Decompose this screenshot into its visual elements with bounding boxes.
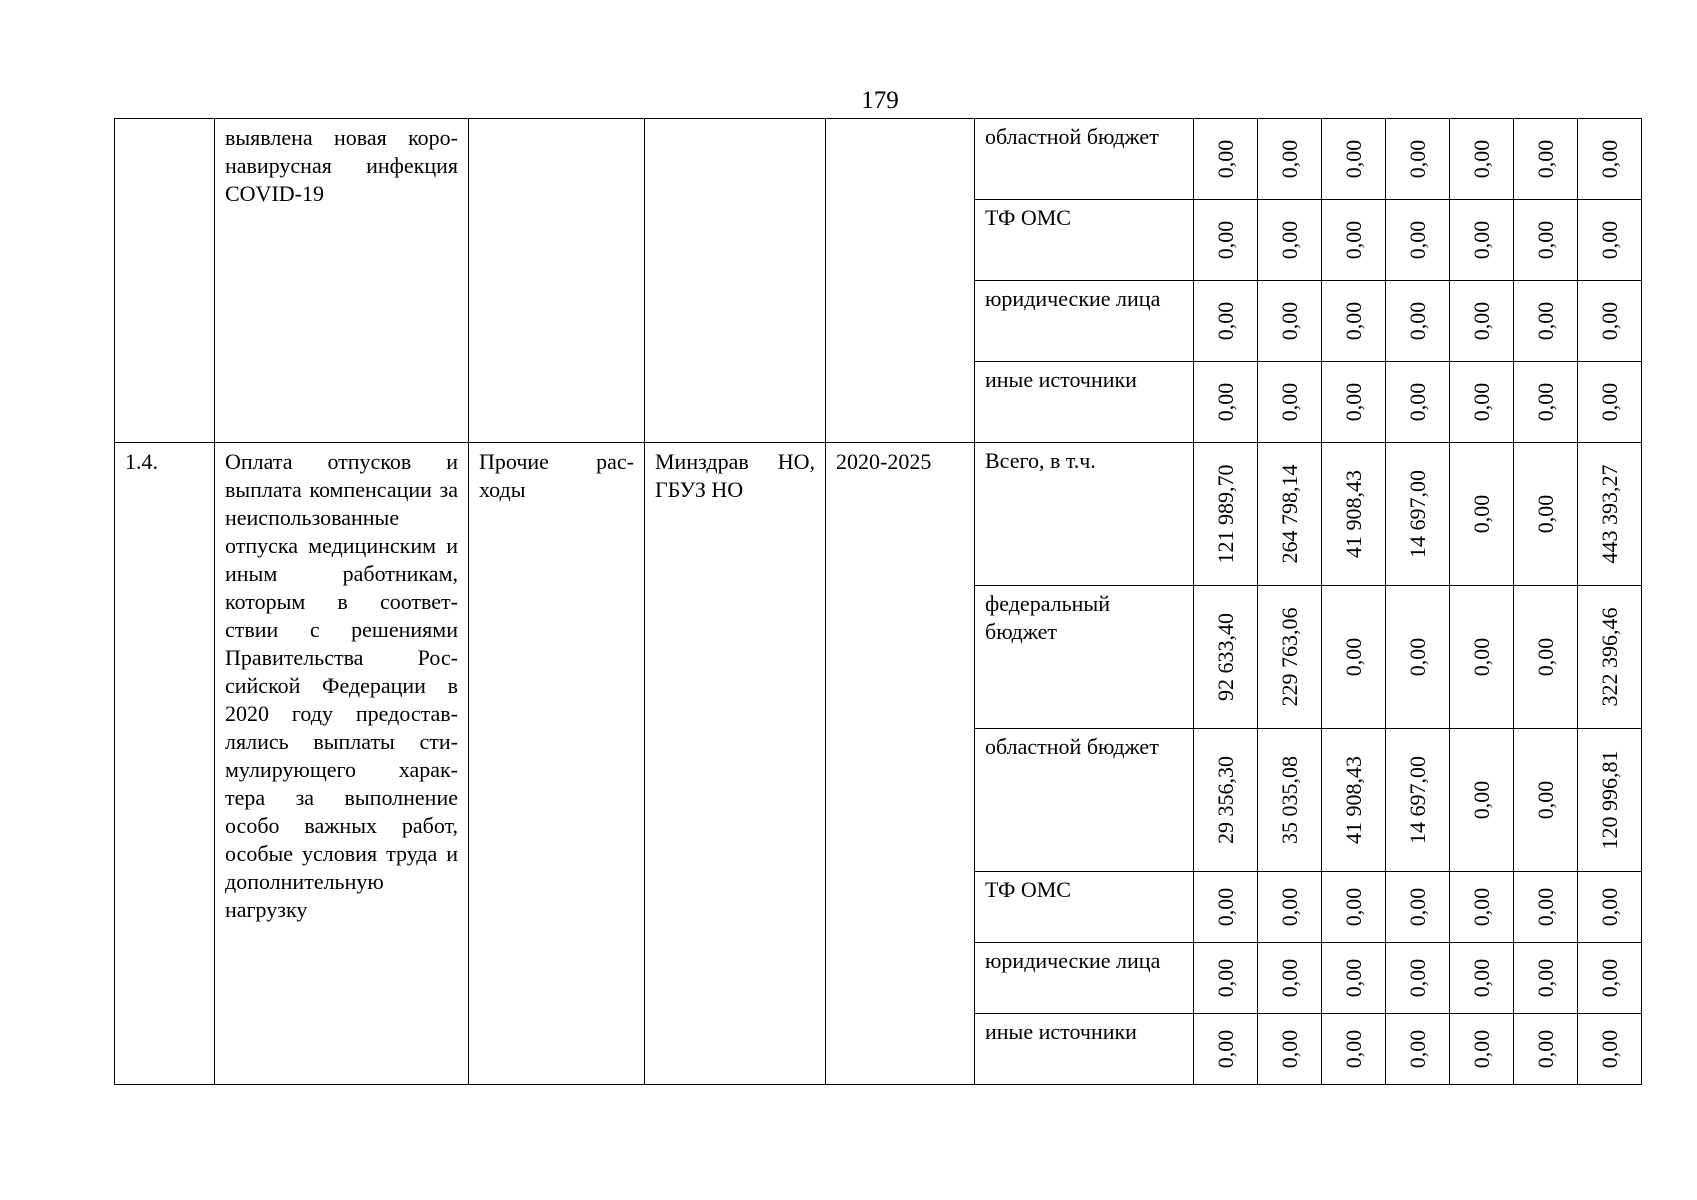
- value: 0,00: [1596, 301, 1622, 341]
- value: 0,00: [1340, 637, 1366, 677]
- value-cell: [1514, 119, 1578, 200]
- value-cell: [1386, 1014, 1450, 1085]
- table-row: [115, 443, 1642, 586]
- expense-type-cell: [469, 443, 645, 1085]
- value-cell: [1322, 729, 1386, 872]
- page-number: 179: [861, 87, 899, 114]
- value: 0,00: [1468, 139, 1494, 179]
- value-cell: [1322, 872, 1386, 943]
- value: 0,00: [1532, 139, 1558, 179]
- value-cell: [1386, 281, 1450, 362]
- value: 0,00: [1404, 301, 1430, 341]
- value: 0,00: [1340, 382, 1366, 422]
- value: 0,00: [1404, 887, 1430, 927]
- executor-cell: [645, 119, 826, 443]
- value-cell: [1322, 586, 1386, 729]
- value-cell: [1514, 586, 1578, 729]
- value: 0,00: [1340, 301, 1366, 341]
- value-cell: [1578, 872, 1642, 943]
- value: 0,00: [1404, 220, 1430, 260]
- value: 0,00: [1340, 220, 1366, 260]
- value: 0,00: [1276, 220, 1302, 260]
- value-cell: [1514, 200, 1578, 281]
- executor-cell: [645, 443, 826, 1085]
- value: 0,00: [1340, 1029, 1366, 1069]
- value: 0,00: [1276, 887, 1302, 927]
- value: 0,00: [1212, 301, 1238, 341]
- value: 0,00: [1276, 1029, 1302, 1069]
- value-cell: [1450, 362, 1514, 443]
- value: 0,00: [1404, 637, 1430, 677]
- value: 0,00: [1276, 958, 1302, 998]
- value-cell: [1514, 362, 1578, 443]
- table-row: [115, 119, 1642, 200]
- item-number: 1.4.: [125, 449, 158, 474]
- value: 0,00: [1532, 494, 1558, 534]
- value-cell: [1450, 281, 1514, 362]
- value-cell: [1386, 586, 1450, 729]
- value: 0,00: [1404, 1029, 1430, 1069]
- value: 41 908,43: [1340, 470, 1366, 558]
- value: 0,00: [1596, 1029, 1622, 1069]
- value: 29 356,30: [1212, 756, 1238, 844]
- period-cell: [826, 443, 975, 1085]
- value-cell: [1386, 362, 1450, 443]
- expense-type-cell: [469, 119, 645, 443]
- value: 0,00: [1404, 139, 1430, 179]
- value-cell: [1450, 872, 1514, 943]
- value: 92 633,40: [1212, 613, 1238, 701]
- funding-source-cell: [975, 200, 1194, 281]
- value: 443 393,27: [1596, 464, 1622, 564]
- value-cell: [1578, 1014, 1642, 1085]
- value-cell: [1194, 943, 1258, 1014]
- item-description: выявлена новая коро-навирусная инфекция COVID-19: [225, 125, 458, 206]
- value: 0,00: [1468, 382, 1494, 422]
- item-description-cell: [215, 443, 469, 1085]
- value: 0,00: [1212, 1029, 1238, 1069]
- item-number-cell: [115, 443, 215, 1085]
- value: 120 996,81: [1596, 750, 1622, 850]
- funding-source: федеральный бюджет: [985, 591, 1110, 644]
- value: 0,00: [1532, 220, 1558, 260]
- executor: Минздрав НО, ГБУЗ НО: [655, 449, 815, 502]
- value: 0,00: [1596, 220, 1622, 260]
- continuation-rows: [115, 119, 1642, 443]
- value-cell: [1386, 943, 1450, 1014]
- value: 41 908,43: [1340, 756, 1366, 844]
- value-cell: [1450, 1014, 1514, 1085]
- value: 14 697,00: [1404, 470, 1430, 558]
- funding-source: областной бюджет: [985, 124, 1159, 149]
- funding-source-cell: [975, 1014, 1194, 1085]
- value-cell: [1322, 281, 1386, 362]
- value-cell: [1386, 729, 1450, 872]
- value-cell: [1578, 200, 1642, 281]
- value-cell: [1258, 200, 1322, 281]
- value: 0,00: [1212, 958, 1238, 998]
- value-cell: [1194, 872, 1258, 943]
- value-cell: [1578, 281, 1642, 362]
- value-cell: [1322, 362, 1386, 443]
- value-cell: [1258, 729, 1322, 872]
- value-cell: [1194, 281, 1258, 362]
- value: 0,00: [1340, 139, 1366, 179]
- value-cell: [1450, 119, 1514, 200]
- value-cell: [1578, 362, 1642, 443]
- item-number-cell: [115, 119, 215, 443]
- value: 0,00: [1340, 887, 1366, 927]
- value-cell: [1322, 200, 1386, 281]
- value-cell: [1578, 729, 1642, 872]
- value: 0,00: [1596, 139, 1622, 179]
- value: 0,00: [1532, 1029, 1558, 1069]
- value-cell: [1578, 943, 1642, 1014]
- value: 0,00: [1276, 301, 1302, 341]
- funding-source-cell: [975, 119, 1194, 200]
- value: 0,00: [1276, 382, 1302, 422]
- value: 229 763,06: [1276, 607, 1302, 707]
- value-cell: [1322, 443, 1386, 586]
- funding-source-cell: [975, 872, 1194, 943]
- value: 0,00: [1468, 887, 1494, 927]
- funding-source: Всего, в т.ч.: [985, 448, 1096, 473]
- value-cell: [1450, 200, 1514, 281]
- value: 0,00: [1468, 958, 1494, 998]
- value: 0,00: [1212, 887, 1238, 927]
- value-cell: [1450, 943, 1514, 1014]
- value-cell: [1322, 943, 1386, 1014]
- value-cell: [1258, 281, 1322, 362]
- period-cell: [826, 119, 975, 443]
- value: 0,00: [1468, 220, 1494, 260]
- value-cell: [1578, 586, 1642, 729]
- value: 264 798,14: [1276, 464, 1302, 564]
- value: 0,00: [1468, 637, 1494, 677]
- value-cell: [1258, 872, 1322, 943]
- value-cell: [1194, 362, 1258, 443]
- value-cell: [1514, 729, 1578, 872]
- value-cell: [1258, 362, 1322, 443]
- value: 14 697,00: [1404, 756, 1430, 844]
- value: 0,00: [1468, 494, 1494, 534]
- value-cell: [1194, 586, 1258, 729]
- value-cell: [1258, 586, 1322, 729]
- value: 0,00: [1532, 958, 1558, 998]
- value-cell: [1194, 200, 1258, 281]
- value: 0,00: [1532, 887, 1558, 927]
- funding-source-cell: [975, 443, 1194, 586]
- value: 0,00: [1404, 958, 1430, 998]
- value: 0,00: [1468, 1029, 1494, 1069]
- value-cell: [1578, 443, 1642, 586]
- funding-source: юридические лица: [985, 948, 1161, 973]
- value: 0,00: [1340, 958, 1366, 998]
- value: 0,00: [1532, 780, 1558, 820]
- value: 0,00: [1596, 958, 1622, 998]
- item-description: Оплата отпусков и выплата компенсации за неиспользованные отпуска медицинским и иным работникам, которым в соответ-ствии с решениями Правительства Рос-сийской Федерации в 2020 году предостав-лялись выплаты сти-мулирующего харак-тера за выполнение особо важных работ, особые условия труда и дополнительную нагрузку: [225, 449, 458, 922]
- value: 0,00: [1596, 382, 1622, 422]
- value: 0,00: [1468, 780, 1494, 820]
- value: 0,00: [1532, 301, 1558, 341]
- value-cell: [1258, 443, 1322, 586]
- funding-source-cell: [975, 281, 1194, 362]
- funding-source-cell: [975, 729, 1194, 872]
- value: 0,00: [1404, 382, 1430, 422]
- value: 0,00: [1532, 382, 1558, 422]
- value-cell: [1386, 872, 1450, 943]
- item-description-cell: [215, 119, 469, 443]
- expense-type: Прочие рас-ходы: [479, 449, 634, 502]
- value: 0,00: [1212, 382, 1238, 422]
- value-cell: [1258, 943, 1322, 1014]
- value-cell: [1194, 1014, 1258, 1085]
- funding-source: ТФ ОМС: [985, 205, 1071, 230]
- value: 121 989,70: [1212, 464, 1238, 564]
- value: 0,00: [1212, 139, 1238, 179]
- value-cell: [1514, 1014, 1578, 1085]
- period: 2020-2025: [836, 449, 932, 474]
- value-cell: [1322, 1014, 1386, 1085]
- funding-source-cell: [975, 943, 1194, 1014]
- item-1-4-rows: [115, 443, 1642, 1085]
- funding-source: иные источники: [985, 367, 1137, 392]
- value-cell: [1194, 443, 1258, 586]
- funding-source: иные источники: [985, 1019, 1137, 1044]
- value-cell: [1514, 281, 1578, 362]
- value-cell: [1450, 729, 1514, 872]
- value-cell: [1258, 119, 1322, 200]
- value-cell: [1386, 443, 1450, 586]
- value-cell: [1258, 1014, 1322, 1085]
- value: 35 035,08: [1276, 756, 1302, 844]
- funding-source: юридические лица: [985, 286, 1161, 311]
- value: 0,00: [1596, 887, 1622, 927]
- funding-source: ТФ ОМС: [985, 877, 1071, 902]
- value: 0,00: [1276, 139, 1302, 179]
- value-cell: [1194, 119, 1258, 200]
- value-cell: [1514, 943, 1578, 1014]
- value-cell: [1386, 119, 1450, 200]
- value-cell: [1450, 586, 1514, 729]
- value: 0,00: [1468, 301, 1494, 341]
- funding-source: областной бюджет: [985, 734, 1159, 759]
- value-cell: [1194, 729, 1258, 872]
- funding-source-cell: [975, 362, 1194, 443]
- value: 0,00: [1212, 220, 1238, 260]
- value: 322 396,46: [1596, 607, 1622, 707]
- value: 0,00: [1532, 637, 1558, 677]
- value-cell: [1514, 443, 1578, 586]
- budget-table: [114, 118, 1642, 1085]
- value-cell: [1386, 200, 1450, 281]
- value-cell: [1514, 872, 1578, 943]
- value-cell: [1450, 443, 1514, 586]
- funding-source-cell: [975, 586, 1194, 729]
- value-cell: [1578, 119, 1642, 200]
- value-cell: [1322, 119, 1386, 200]
